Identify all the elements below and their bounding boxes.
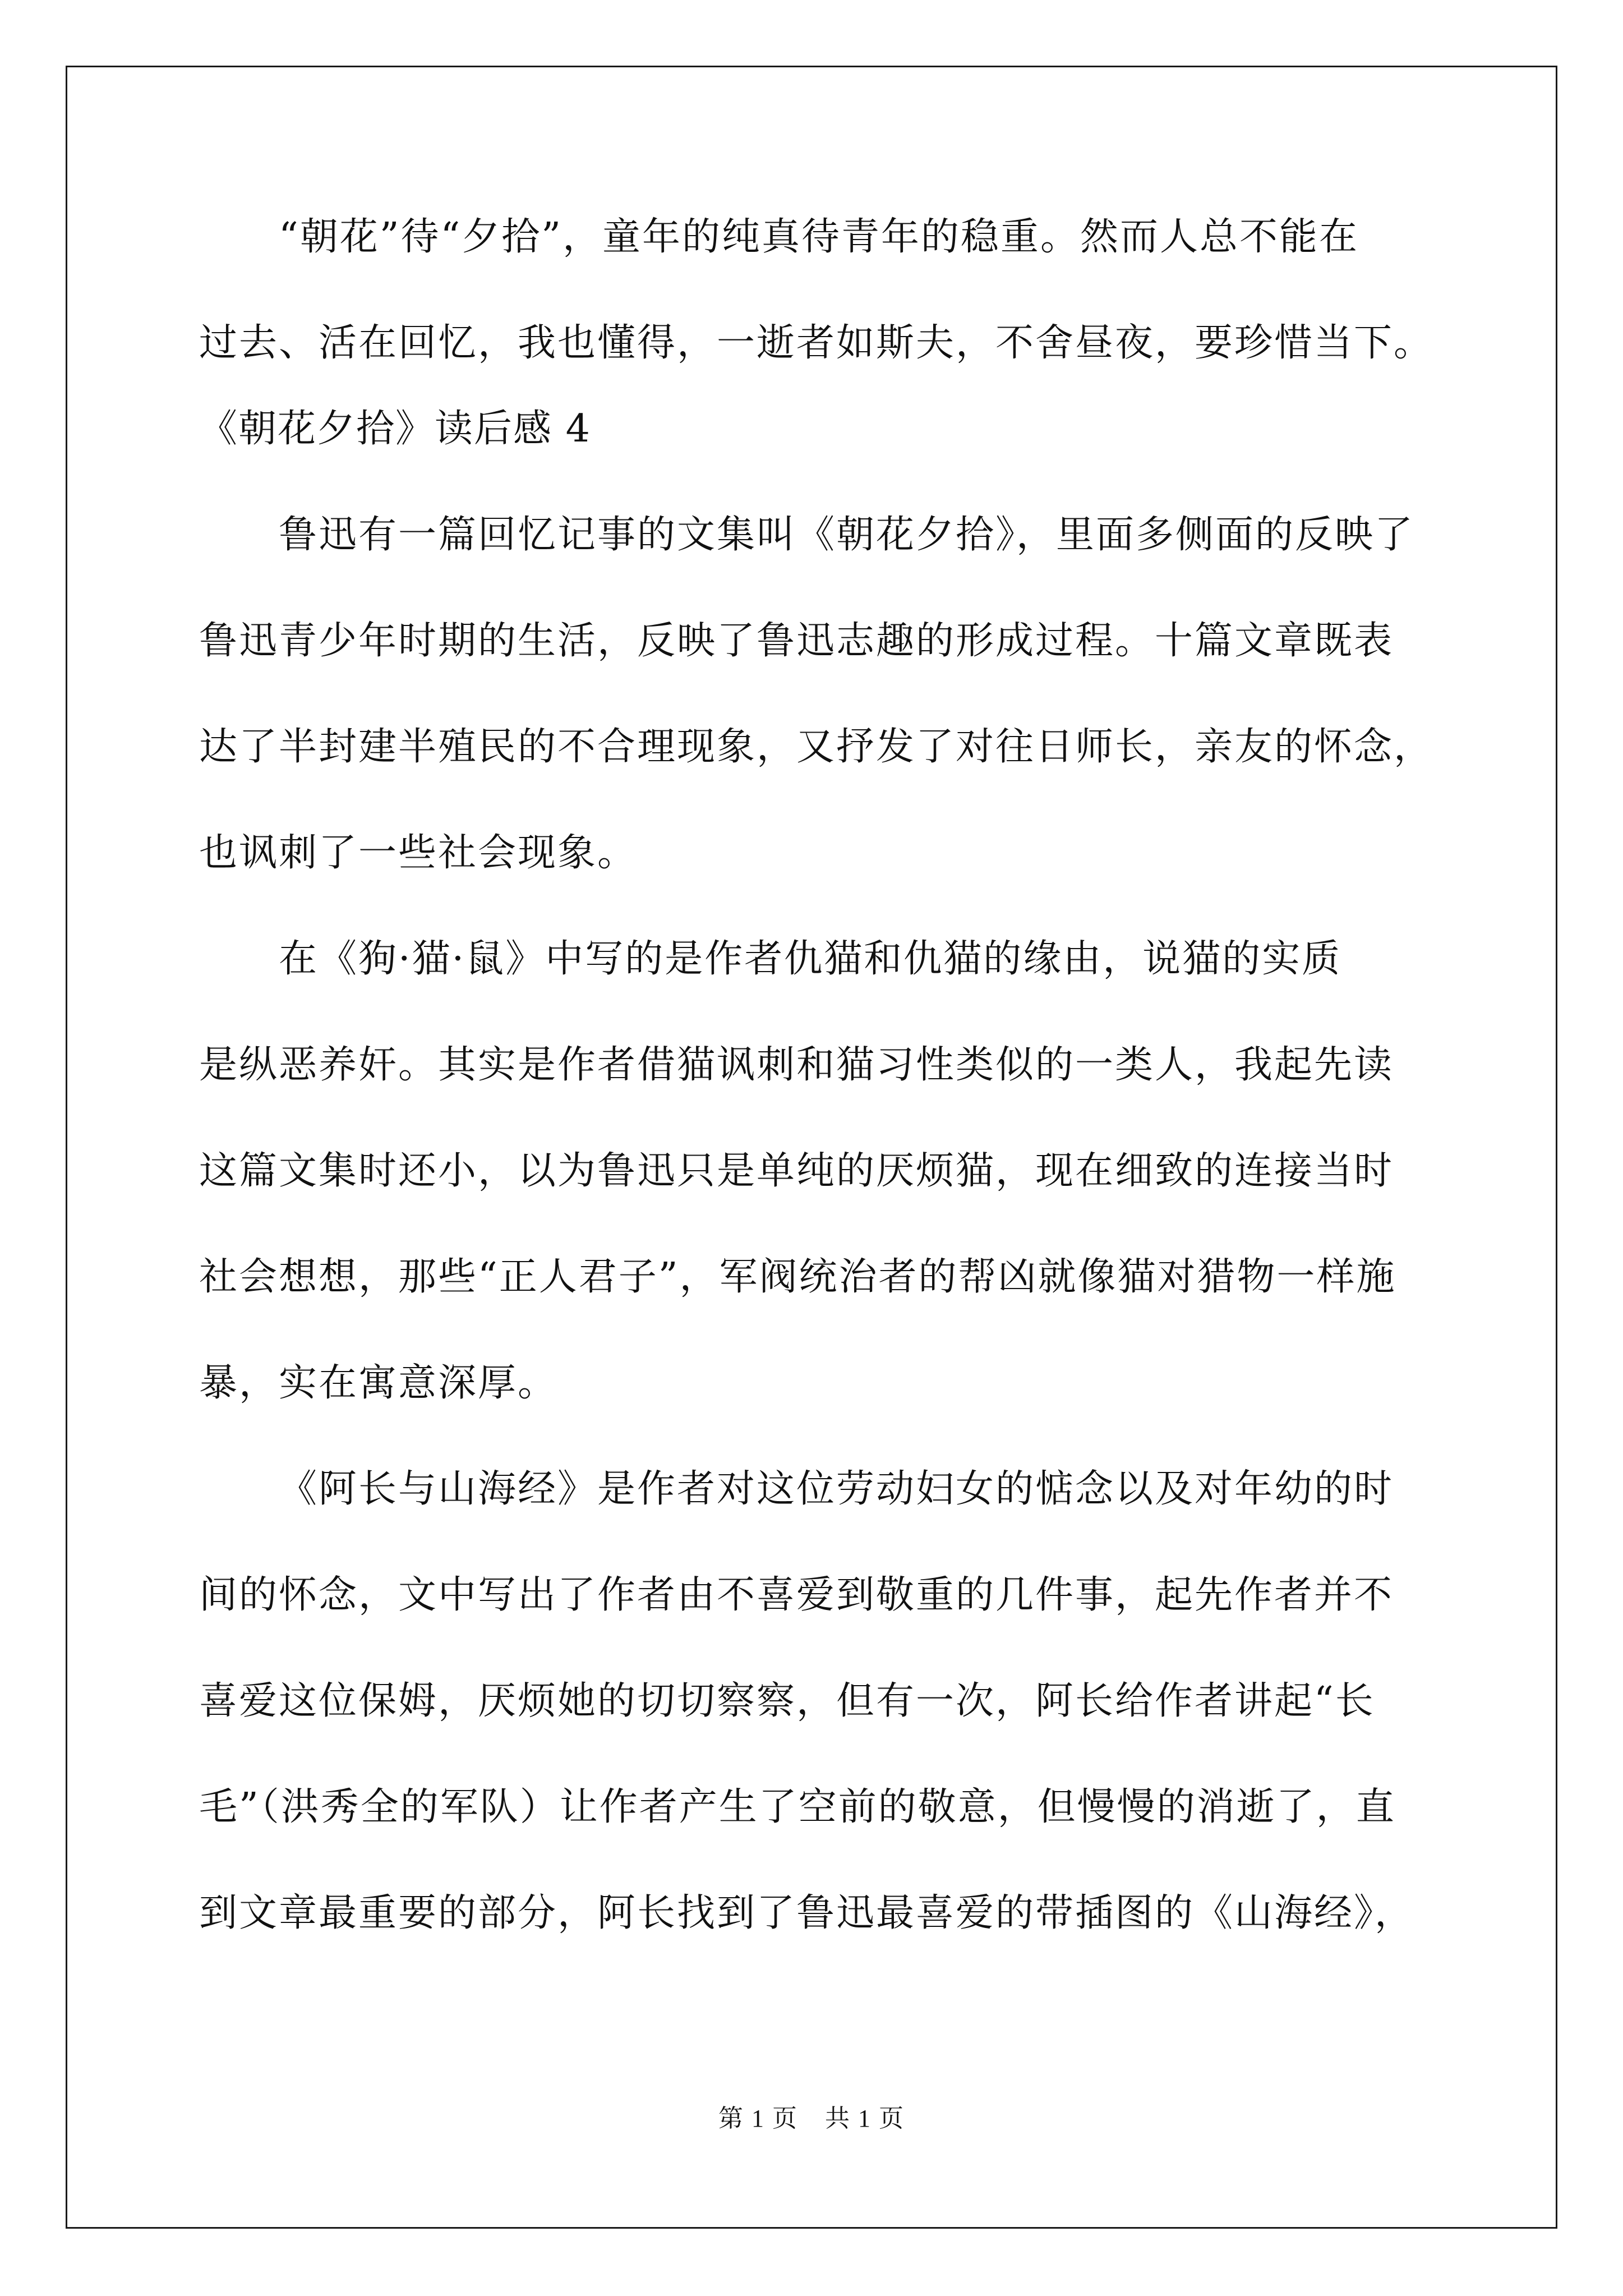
paragraph-line: 社会想想，那些“正人君子”，军阀统治者的帮凶就像猫对猎物一样施 (199, 1255, 1396, 1299)
paragraph-line: 在《狗·猫·鼠》中写的是作者仇猫和仇猫的缘由，说猫的实质 (279, 937, 1342, 981)
paragraph-line: 鲁迅有一篇回忆记事的文集叫《朝花夕拾》，里面多侧面的反映了 (279, 513, 1415, 557)
paragraph-line: 过去、活在回忆，我也懂得，一逝者如斯夫，不舍昼夜，要珍惜当下。 (199, 321, 1434, 365)
paragraph-line: 鲁迅青少年时期的生活，反映了鲁迅志趣的形成过程。十篇文章既表 (199, 619, 1394, 663)
paragraph-line: 毛”（洪秀全的军队）让作者产生了空前的敬意，但慢慢的消逝了，直 (199, 1785, 1396, 1829)
paragraph-line: 是纵恶养奸。其实是作者借猫讽刺和猫习性类似的一类人，我起先读 (199, 1043, 1394, 1087)
paragraph-line: “朝花”待“夕拾”，童年的纯真待青年的稳重。然而人总不能在 (279, 215, 1359, 259)
paragraph-line: 达了半封建半殖民的不合理现象，又抒发了对往日师长，亲友的怀念， (199, 725, 1434, 769)
paragraph-line: 暴，实在寓意深厚。 (199, 1361, 558, 1405)
paragraph-line: 到文章最重要的部分，阿长找到了鲁迅最喜爱的带插图的《山海经》， (199, 1891, 1415, 1935)
page-footer (0, 2098, 1623, 2134)
paragraph-line: 喜爱这位保姆，厌烦她的切切察察，但有一次，阿长给作者讲起“长 (199, 1679, 1375, 1723)
page-total: 共 1 页 (825, 2105, 905, 2132)
paragraph-line: 间的怀念，文中写出了作者由不喜爱到敬重的几件事，起先作者并不 (199, 1573, 1394, 1617)
paragraph-line: 也讽刺了一些社会现象。 (199, 831, 638, 875)
page-number: 第 1 页 (718, 2105, 798, 2132)
document-body (199, 210, 1436, 1940)
paragraph-line: 这篇文集时还小，以为鲁迅只是单纯的厌烦猫，现在细致的连接当时 (199, 1149, 1394, 1193)
paragraph-line: 《阿长与山海经》是作者对这位劳动妇女的惦念以及对年幼的时 (279, 1467, 1394, 1511)
section-heading: 《朝花夕拾》读后感 4 (199, 407, 591, 451)
